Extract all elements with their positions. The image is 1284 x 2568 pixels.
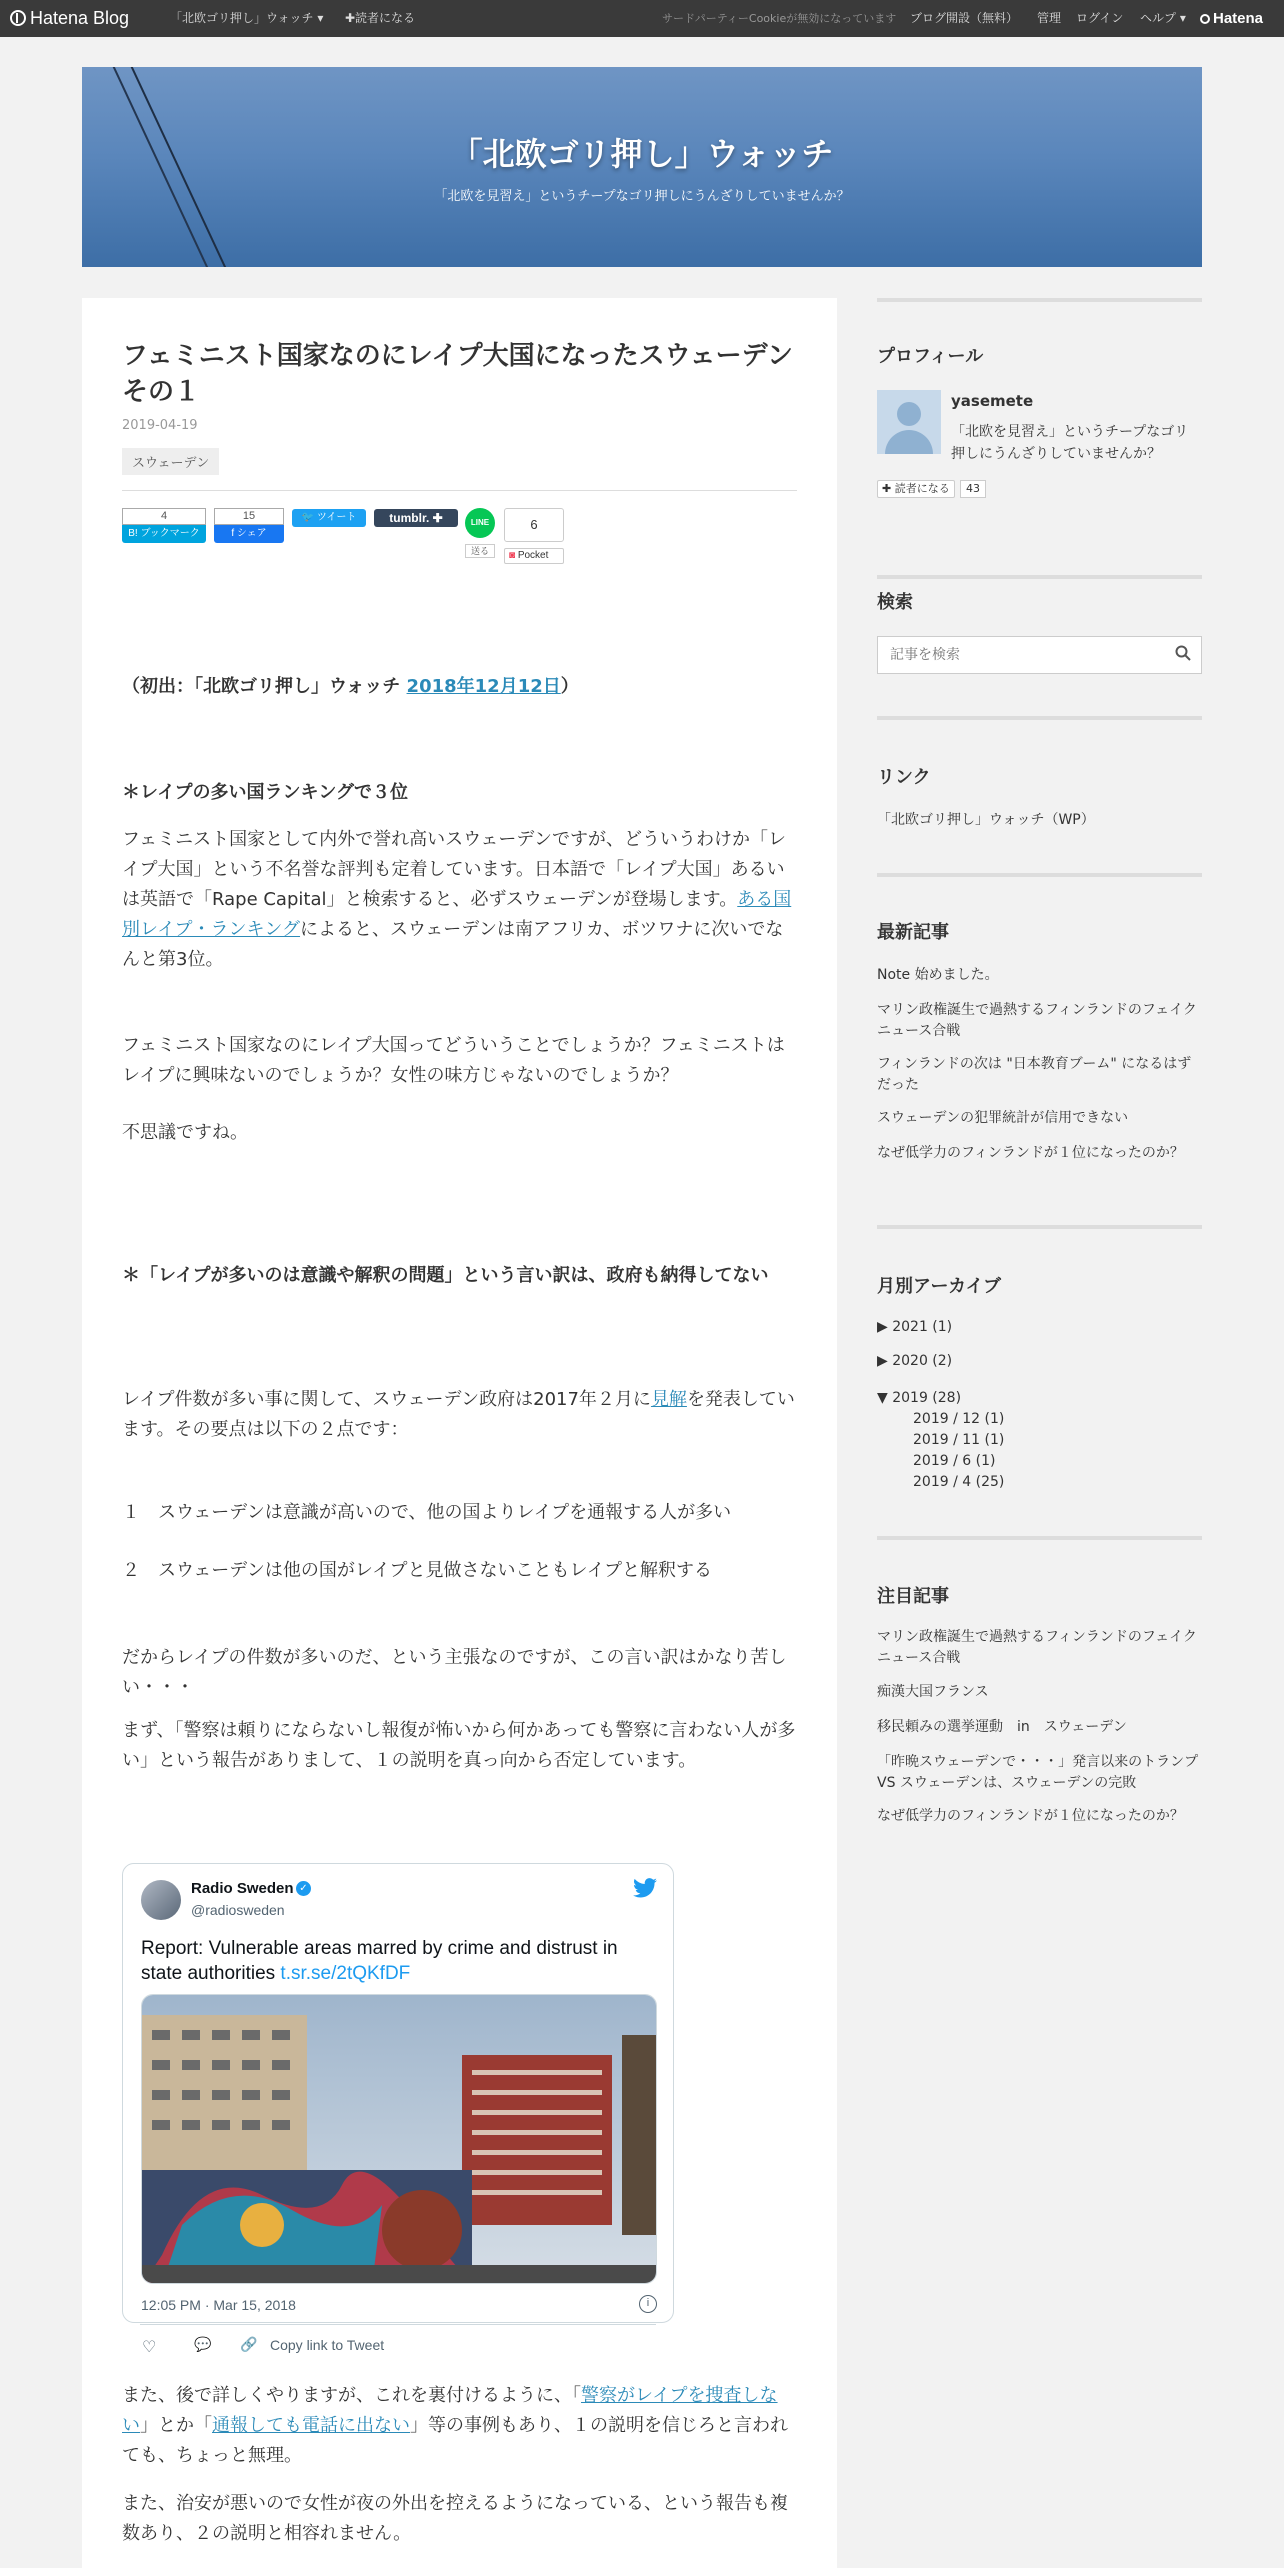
recent-entry[interactable]: Note 始めました。 [877,967,999,983]
entry-date[interactable]: 2019-04-19 [122,418,198,433]
help-menu[interactable]: ヘルプ ▾ [1140,11,1186,25]
blog-name-menu[interactable]: 「北欧ゴリ押し」ウォッチ ▾ [170,11,324,25]
facebook-share-count: 15 [214,508,284,525]
section-heading-excuse: ＊「レイプが多いのは意識や解釈の問題」という言い訳は、政府も納得してない [122,1265,769,1286]
paragraph-excuse: だからレイプの件数が多いのだ、という主張なのですが、この言い訳はかなり苦しい・・・ [122,1647,787,1698]
pocket-count: 6 [504,508,564,542]
cookie-notice[interactable]: サードパーティーCookieが無効になっています [662,12,897,25]
profile-heading: プロフィール [877,346,984,367]
reply-icon[interactable]: 💬 [194,2337,212,2353]
hatena-blog-icon [10,10,26,26]
featured-entry[interactable]: 移民頼みの選挙運動 in スウェーデン [877,1719,1127,1735]
featured-entry[interactable]: なぜ低学力のフィンランドが１位になったのか？ [877,1808,1184,1824]
list-item: １ スウェーデンは意識が高いので、他の国よりレイプを通報する人が多い [122,1502,732,1523]
tweet-author-handle[interactable]: @radiosweden [191,1902,285,1918]
info-icon[interactable]: i [639,2295,657,2313]
subscribe-link[interactable]: ✚読者になる [345,11,416,25]
government-view-link[interactable]: 見解 [650,1389,687,1410]
facebook-share-label: f シェア [214,525,284,543]
archive-year[interactable]: ▼ 2019 (28) [877,1390,962,1406]
paragraph-evidence [122,2381,797,2471]
paragraph-text: フェミニスト国家として内外で誉れ高いスウェーデンですが、どういうわけか「レイプ大国」という不名誉な評判も定着しています。日本語で「レイプ大国」あるいは英語で「Rape Capital」と検索すると、必ずスウェーデンが登場します。 [122,829,787,910]
paragraph-strange: 不思議ですね。 [122,1122,248,1143]
link-icon[interactable]: 🔗 [240,2337,258,2353]
featured-heading: 注目記事 [877,1586,949,1607]
tumblr-text: tumblr. [389,511,430,525]
featured-entry[interactable]: マリン政権誕生で過熱するフィンランドのフェイクニュース合戦 [877,1629,1197,1666]
first-published-close: ） [560,676,579,697]
subscribe-button[interactable]: ✚ 読者になる [877,480,955,498]
first-published-text: （初出：「北欧ゴリ押し」ウォッチ [122,676,407,697]
plus-icon: ✚ [429,511,443,525]
sidebar-link[interactable]: 「北欧ゴリ押し」ウォッチ（WP） [877,812,1095,828]
tweet-actions [122,2325,674,2365]
sidebar-archive-rule [877,1225,1202,1229]
sidebar-recent-rule [877,873,1202,877]
hatena-bookmark-button[interactable] [122,508,206,543]
paragraph-text: によると、スウェーデンは南アフリカ、ボツワナに次いでなんと第3位。 [122,919,784,970]
blog-description: 「北欧を見習え」というチープなゴリ押しにうんざりしていませんか？ [434,189,850,204]
open-blog-link[interactable]: ブログ開設（無料） [910,11,1019,25]
tweet-avatar[interactable] [141,1880,181,1920]
tumblr-button[interactable] [374,509,458,527]
pocket-icon: ◙ [509,550,518,561]
paragraph-text: を発表しています。その要点は以下の２点です： [122,1389,795,1440]
verified-icon: ✓ [296,1881,311,1896]
recent-entry[interactable]: なぜ低学力のフィンランドが１位になったのか？ [877,1145,1184,1161]
sidebar-featured-rule [877,1536,1202,1540]
hatena-icon [1200,14,1210,24]
archive-month[interactable]: 2019 / 11 (1) [913,1432,1005,1448]
recent-entry[interactable]: マリン政権誕生で過熱するフィンランドのフェイクニュース合戦 [877,1002,1197,1039]
paragraph-safety: また、治安が悪いので女性が夜の外出を控えるようになっている、という報告も複数あり、２の説明と相容れません。 [122,2493,788,2544]
login-link[interactable]: ログイン [1076,11,1124,25]
hatena-logo[interactable] [1200,0,1263,37]
heart-icon[interactable]: ♡ [142,2337,157,2356]
divider [122,490,797,491]
archive-year[interactable]: ▶ 2021 (1) [877,1319,953,1335]
no-answer-link[interactable]: 通報しても電話に出ない [212,2415,410,2436]
pocket-text: Pocket [517,550,549,561]
search-icon[interactable] [1175,645,1191,665]
featured-entry[interactable]: 「昨晩スウェーデンで・・・」発言以来のトランプ VS スウェーデンは、スウェーデンの完敗 [877,1754,1199,1791]
recent-entry[interactable]: スウェーデンの犯罪統計が信用できない [877,1110,1129,1126]
copy-link-button[interactable]: Copy link to Tweet [270,2337,385,2353]
tweet-button[interactable] [292,509,366,527]
paragraph-police: まず、「警察は頼りにならないし報復が怖いから何かあっても警察に言わない人が多い」という報告がありまして、１の説明を真っ向から否定しています。 [122,1720,796,1771]
list-item: ２ スウェーデンは他の国がレイプと見做さないこともレイプと解釈する [122,1560,713,1581]
entry-category[interactable]: スウェーデン [122,448,219,475]
logo-text: Hatena Blog [30,8,130,28]
twitter-bird-icon: 🐦 [301,512,317,523]
search-input[interactable] [878,637,1158,673]
search-heading: 検索 [877,592,913,613]
section-heading-ranking: ＊レイプの多い国ランキングで３位 [122,782,409,803]
embedded-tweet[interactable] [122,1863,674,2323]
sidebar-search-rule [877,575,1202,579]
tweet-link[interactable]: t.sr.se/2tQKfDF [280,1963,411,1984]
profile-name[interactable]: yasemete [951,392,1034,410]
archive-month[interactable]: 2019 / 4 (25) [913,1474,1005,1490]
paragraph-question: フェミニスト国家なのにレイプ大国ってどういうことでしょうか？フェミニストはレイプに興味ないのでしょうか？女性の味方じゃないのでしょうか？ [122,1035,785,1086]
blog-header [82,67,1202,267]
paragraph-government [122,1385,797,1445]
tumblr-label [374,509,458,527]
facebook-share-button[interactable] [214,508,284,543]
paragraph-text: レイプ件数が多い事に関して、スウェーデン政府は2017年２月に [122,1389,651,1410]
pocket-label [504,548,564,564]
recent-heading: 最新記事 [877,922,949,943]
hatena-text: Hatena [1213,10,1264,27]
hatena-bookmark-label: B! ブックマーク [122,525,206,543]
paragraph-text: 」等の事例もあり、１の説明を信じろと言われても、ちょっと無理。 [122,2415,788,2466]
line-send-label: 送る [465,544,495,558]
entry-article [82,298,837,2568]
archive-month[interactable]: 2019 / 12 (1) [913,1411,1005,1427]
tweet-text: ツイート [316,512,357,523]
police-no-investigation-link[interactable]: 警察がレイプを捜査しない [122,2385,778,2436]
line-button[interactable] [465,508,495,558]
global-header [0,0,1284,37]
profile-description: 「北欧を見習え」というチープなゴリ押しにうんざりしていませんか？ [951,424,1189,462]
paragraph-text: また、後で詳しくやりますが、これを裏付けるように、「 [122,2385,581,2406]
tweet-timestamp[interactable]: 12:05 PM · Mar 15, 2018 [141,2297,296,2313]
hatena-bookmark-count: 4 [122,508,206,525]
paragraph-ranking [122,825,797,975]
subscriber-count: 43 [960,480,986,498]
rape-ranking-link[interactable]: ある国別レイプ・ランキング [122,889,792,940]
sidebar-links-rule [877,716,1202,720]
tweet-label [292,509,366,527]
tweet-body: Report: Vulnerable areas marred by crime and distrust in state authorities [141,1938,618,1984]
pocket-button[interactable] [504,508,564,564]
paragraph-text: 」とか「 [140,2415,212,2436]
archive-year[interactable]: ▶ 2020 (2) [877,1353,953,1369]
sidebar-profile-rule [877,298,1202,302]
archive-heading: 月別アーカイブ [877,1276,1002,1297]
avatar[interactable] [877,390,941,454]
archive-month[interactable]: 2019 / 6 (1) [913,1453,996,1469]
hatena-blog-logo[interactable] [10,0,129,37]
links-heading: リンク [877,767,931,788]
admin-link[interactable]: 管理 [1037,11,1062,25]
avatar-head [897,402,921,426]
entry-title[interactable]: フェミニスト国家なのにレイプ大国になったスウェーデン その１ [122,341,820,407]
featured-entry[interactable]: 痴漢大国フランス [877,1684,989,1700]
line-icon: LINE [465,508,495,538]
tweet-text [141,1936,661,1986]
first-published-note [122,672,797,702]
tweet-photo[interactable] [141,1994,657,2284]
tweet-author-name[interactable]: Radio Sweden [191,1880,294,1897]
blog-title[interactable]: 「北欧ゴリ押し」ウォッチ [450,135,834,173]
search-box [877,636,1202,674]
twitter-logo-icon[interactable] [633,1878,657,1904]
first-published-link[interactable]: 2018年12月12日 [406,676,561,697]
recent-entry[interactable]: フィンランドの次は "日本教育ブーム" になるはずだった [877,1056,1192,1093]
avatar-body [885,430,933,454]
